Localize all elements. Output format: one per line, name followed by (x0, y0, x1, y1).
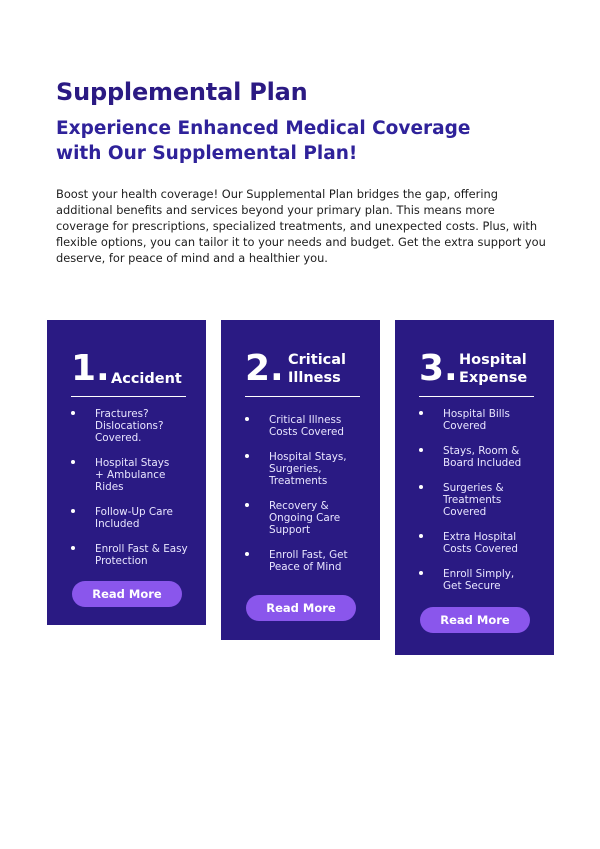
list-item: Extra Hospital Costs Covered (419, 531, 528, 555)
card-title-line-1: Hospital (459, 352, 527, 368)
bullet-icon (71, 411, 75, 415)
card-title (459, 351, 527, 387)
card-header (71, 350, 186, 397)
bullet-icon (419, 571, 423, 575)
bullet-icon (71, 509, 75, 513)
bullet-icon (245, 454, 249, 458)
card-title-line-2: Illness (288, 370, 341, 386)
benefit-list (71, 408, 196, 567)
bullet-icon (419, 534, 423, 538)
list-item: Recovery & Ongoing Care Support (245, 500, 354, 536)
benefit-list (245, 414, 370, 573)
read-more-button[interactable]: Read More (420, 607, 530, 633)
card-title-line-1: Accident (111, 371, 182, 387)
card-number: 1. (71, 348, 110, 389)
card-header (419, 350, 534, 397)
list-item: Follow-Up Care Included (71, 506, 185, 530)
bullet-icon (245, 552, 249, 556)
page-subtitle (56, 116, 526, 166)
bullet-icon (71, 546, 75, 550)
subtitle-line-1: Experience Enhanced Medical Coverage (56, 118, 471, 139)
read-more-button[interactable]: Read More (246, 595, 356, 621)
card-number: 2. (245, 348, 284, 389)
list-item: Hospital Bills Covered (419, 408, 528, 432)
list-item: Critical Illness Costs Covered (245, 414, 354, 438)
list-item: Enroll Simply, Get Secure (419, 568, 528, 592)
plan-card-critical-illness (221, 320, 380, 640)
subtitle-line-2: with Our Supplemental Plan! (56, 143, 358, 164)
list-item: Surgeries & Treatments Covered (419, 482, 523, 518)
bullet-icon (71, 460, 75, 464)
list-item: Enroll Fast, Get Peace of Mind (245, 549, 354, 573)
list-item: Hospital Stays, Surgeries, Treatments (245, 451, 354, 487)
card-title (288, 351, 346, 387)
bullet-icon (419, 448, 423, 452)
plan-card-hospital-expense (395, 320, 554, 655)
bullet-icon (245, 503, 249, 507)
bullet-icon (419, 485, 423, 489)
bullet-icon (245, 417, 249, 421)
list-item: Stays, Room & Board Included (419, 445, 538, 469)
list-item: Hospital Stays + Ambulance Rides (71, 457, 175, 493)
list-item: Fractures? Dislocations? Covered. (71, 408, 175, 444)
card-title-line-2: Expense (459, 370, 528, 386)
page-title: Supplemental Plan (56, 78, 308, 106)
card-header (245, 350, 360, 397)
intro-paragraph: Boost your health coverage! Our Supplemental Plan bridges the gap, offering additional benefits and services beyond your primary plan. This means more coverage for prescriptions, specialized treatments, and unexpected costs. Plus, with flexible options, you can tailor it to your needs and budget. Get the extra support you deserve, for peace of mind and a healthier you. (56, 187, 546, 265)
read-more-button[interactable]: Read More (72, 581, 182, 607)
card-title-line-1: Critical (288, 352, 347, 368)
card-number: 3. (419, 348, 458, 389)
bullet-icon (419, 411, 423, 415)
plan-card-accident (47, 320, 206, 625)
card-title (111, 370, 182, 388)
list-item: Enroll Fast & Easy Protection (71, 543, 195, 567)
benefit-list (419, 408, 544, 592)
